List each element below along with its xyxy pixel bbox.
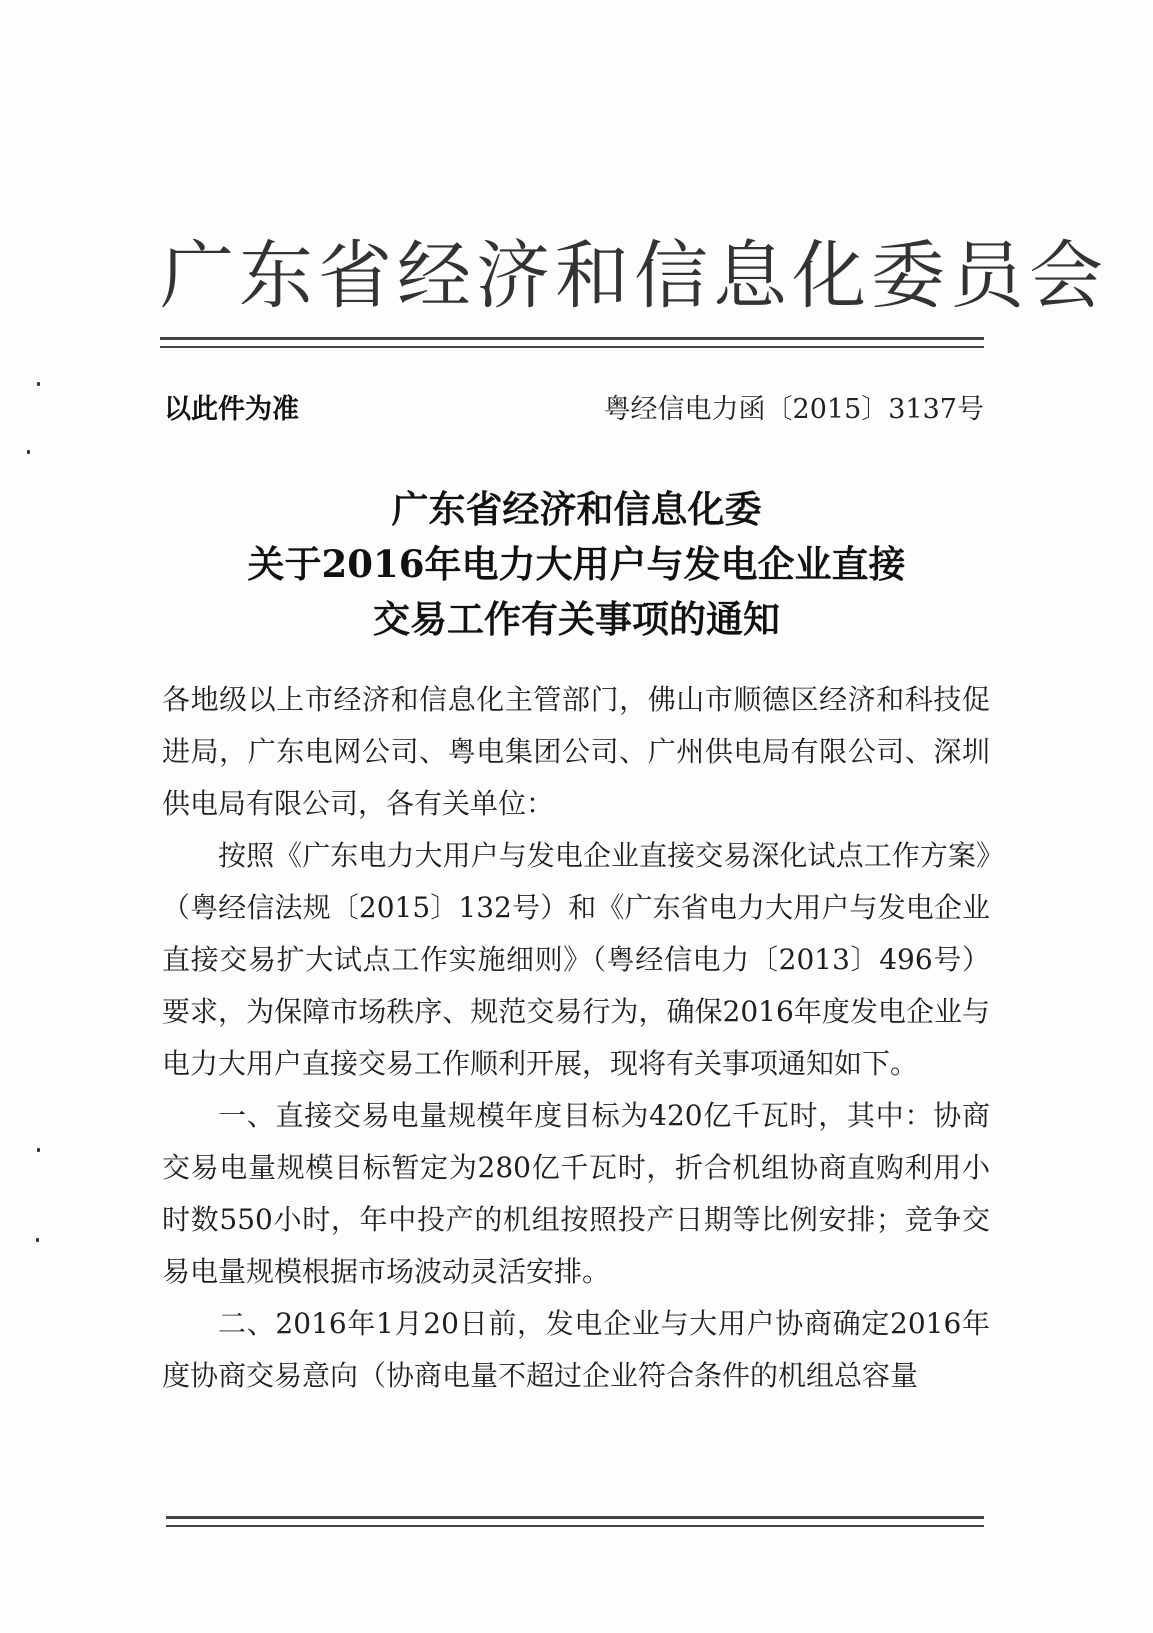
reference-row	[164, 390, 984, 430]
authenticity-stamp: 以此件为准	[164, 394, 299, 425]
paragraph-item-2: 二、2016年1月20日前，发电企业与大用户协商确定2016年度协商交易意向（协商电量不超过企业符合条件的机组总容量	[162, 1307, 990, 1392]
document-number: 粤经信电力函〔2015〕3137号	[603, 394, 984, 425]
scan-speck	[37, 1148, 40, 1152]
document-title	[140, 482, 1013, 647]
footer-divider	[166, 1516, 984, 1527]
addressee: 各地级以上市经济和信息化主管部门，佛山市顺德区经济和科技促进局，广东电网公司、粤电集团公司、广州供电局有限公司、深圳供电局有限公司，各有关单位：	[162, 683, 990, 820]
scan-speck	[37, 382, 40, 386]
letterhead-divider	[160, 337, 984, 348]
document-body	[162, 674, 990, 1402]
title-line-3: 交易工作有关事项的通知	[373, 597, 780, 641]
paragraph-intro: 按照《广东电力大用户与发电企业直接交易深化试点工作方案》（粤经信法规〔2015〕132号）和《广东省电力大用户与发电企业直接交易扩大试点工作实施细则》（粤经信电力〔2013〕496号）要求，为保障市场秩序、规范交易行为，确保2016年度发电企业与电力大用户直接交易工作顺利开展，现将有关事项通知如下。	[162, 839, 990, 1080]
letterhead-title: 广东省经济和信息化委员会	[160, 233, 1108, 319]
title-line-1: 广东省经济和信息化委	[391, 487, 762, 531]
paragraph-item-1: 一、直接交易电量规模年度目标为420亿千瓦时，其中：协商交易电量规模目标暂定为280亿千瓦时，折合机组协商直购利用小时数550小时，年中投产的机组按照投产日期等比例安排；竞争交易电量规模根据市场波动灵活安排。	[162, 1099, 990, 1288]
scan-speck	[36, 1238, 39, 1242]
scan-speck	[27, 450, 30, 454]
title-line-2: 关于2016年电力大用户与发电企业直接	[247, 542, 906, 586]
